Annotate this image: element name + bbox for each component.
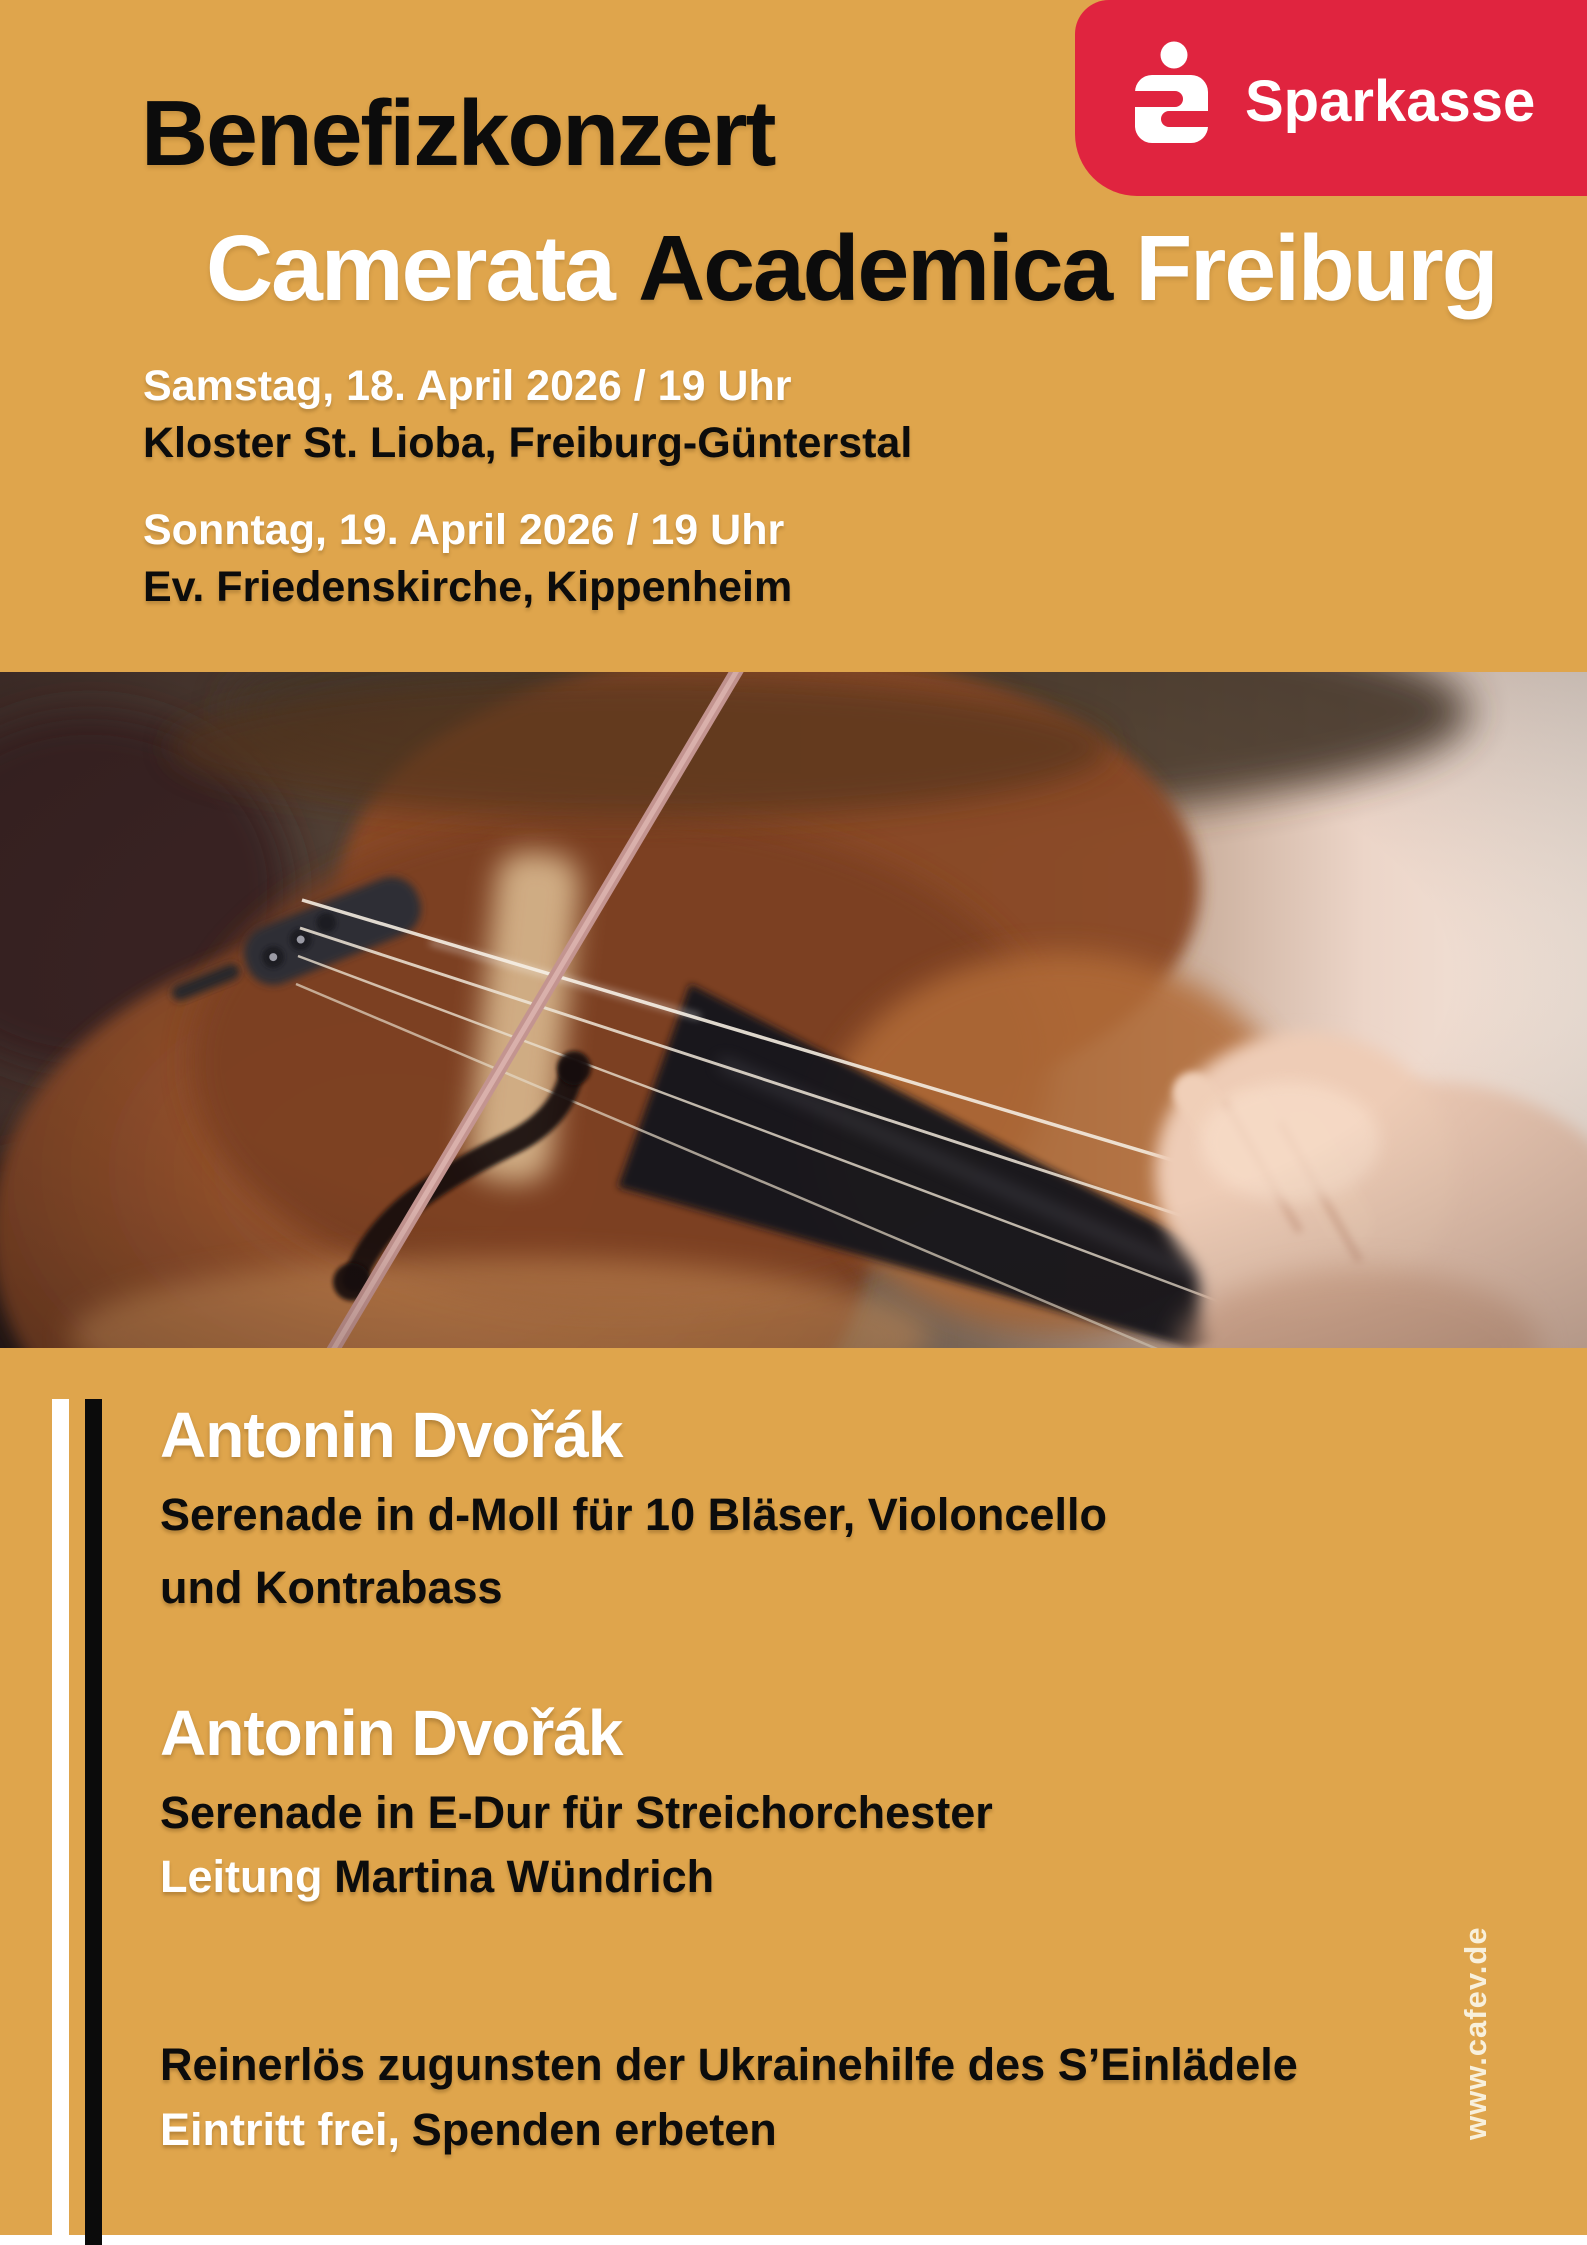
program-2-composer: Antonin Dvořák [160, 1697, 623, 1769]
decor-stripe-white [52, 1399, 69, 2245]
admission-note [160, 2103, 777, 2157]
violin-photo-illustration [0, 672, 1587, 1348]
decor-stripe-black [85, 1399, 102, 2245]
leader-label: Leitung [160, 1851, 323, 1902]
admission-free-label: Eintritt frei, [160, 2104, 401, 2155]
orchestra-word-academica: Academica [638, 216, 1112, 320]
sparkasse-wordmark: Sparkasse [1245, 69, 1536, 134]
program-2-work: Serenade in E-Dur für Streichorchester [160, 1787, 993, 1838]
program-1-composer: Antonin Dvořák [160, 1399, 623, 1471]
sparkasse-s-icon [1133, 40, 1211, 146]
leader-name: Martina Wündrich [334, 1851, 715, 1902]
event-2-datetime: Sonntag, 19. April 2026 / 19 Uhr [143, 506, 785, 554]
poster-title: Benefizkonzert [141, 81, 775, 185]
top-section [0, 0, 1587, 672]
violin-photo [0, 672, 1587, 1348]
program-2-leader [160, 1840, 714, 1913]
admission-donation-label: Spenden erbeten [411, 2104, 777, 2155]
event-1-venue: Kloster St. Lioba, Freiburg-Günterstal [143, 419, 913, 467]
program-1-work-line-1: Serenade in d-Moll für 10 Bläser, Violoncello [160, 1489, 1107, 1540]
orchestra-name [206, 217, 1497, 319]
event-1-datetime: Samstag, 18. April 2026 / 19 Uhr [143, 362, 792, 410]
orchestra-word-camerata: Camerata [206, 216, 614, 320]
website-link[interactable]: www.cafev.de [1458, 1926, 1493, 2140]
program-1-work-line-2: und Kontrabass [160, 1562, 503, 1613]
proceeds-note: Reinerlös zugunsten der Ukrainehilfe des S’Einlädele [160, 2039, 1298, 2090]
orchestra-word-freiburg: Freiburg [1135, 216, 1497, 320]
event-2-venue: Ev. Friedenskirche, Kippenheim [143, 563, 793, 611]
program-1-work [160, 1478, 1107, 1624]
sparkasse-logo-box [1075, 0, 1587, 196]
